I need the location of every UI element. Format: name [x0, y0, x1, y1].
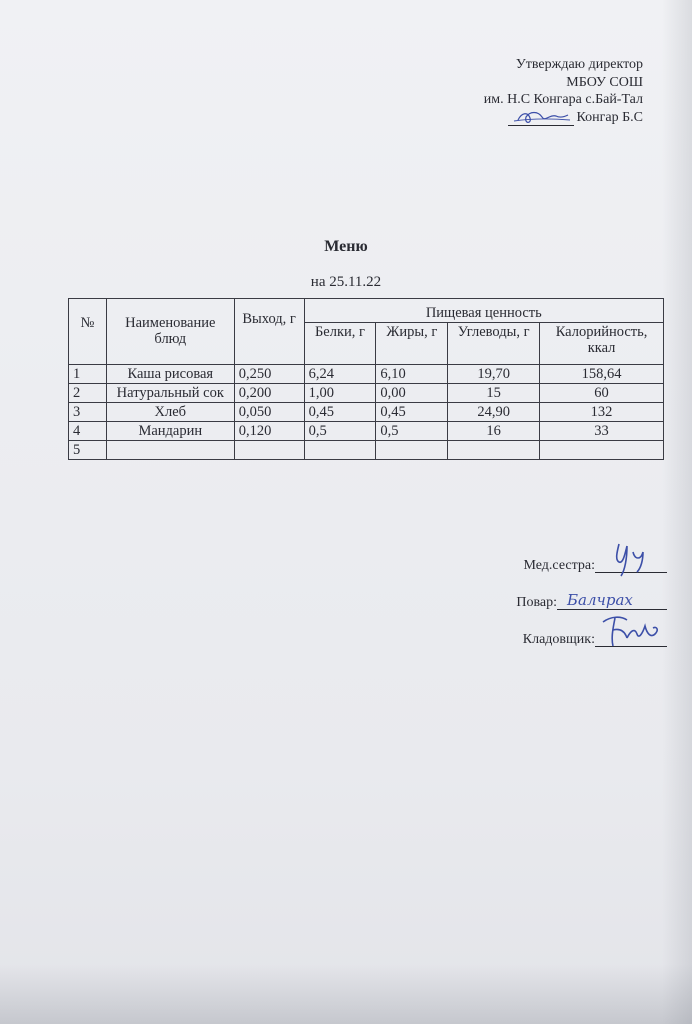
cell-fats: 6,10 — [376, 365, 448, 384]
cell-name: Натуральный сок — [106, 384, 234, 403]
table-row — [69, 384, 664, 403]
cell-calories: 33 — [540, 422, 664, 441]
storekeeper-signature-row — [516, 631, 667, 668]
cell-proteins: 0,45 — [304, 403, 376, 422]
approval-line-1: Утверждаю директор — [515, 57, 643, 72]
menu-date: на 25.11.22 — [310, 274, 382, 290]
menu-table — [68, 298, 664, 460]
header-fats: Жиры, г — [376, 323, 448, 365]
cell-carbs: 16 — [448, 422, 540, 441]
paper-shadow-bottom — [0, 964, 692, 1024]
cell-output: 0,120 — [234, 422, 304, 441]
cell-name: Мандарин — [106, 422, 234, 441]
director-signature — [508, 111, 574, 126]
cell-calories: 158,64 — [540, 365, 664, 384]
header-name: Наименование блюд — [106, 299, 234, 365]
header-output: Выход, г — [234, 299, 304, 365]
cell-num: 4 — [69, 422, 107, 441]
cell-proteins: 1,00 — [304, 384, 376, 403]
approval-line-2: МБОУ СОШ — [566, 74, 643, 90]
header-proteins: Белки, г — [304, 323, 376, 365]
cell-proteins: 6,24 — [304, 365, 376, 384]
paper-shadow-right — [662, 0, 692, 1024]
cell-name — [106, 441, 234, 460]
approval-line-4 — [484, 109, 643, 127]
storekeeper-signature — [595, 631, 667, 647]
cell-proteins: 0,5 — [304, 422, 376, 441]
header-calories: Калорийность, ккал — [540, 323, 664, 365]
cell-num: 1 — [69, 365, 107, 384]
table-row — [69, 365, 664, 384]
header-carbs: Углеводы, г — [448, 323, 540, 365]
table-row — [69, 441, 664, 460]
cell-carbs: 24,90 — [448, 403, 540, 422]
cell-fats: 0,45 — [376, 403, 448, 422]
cell-num: 5 — [69, 441, 107, 460]
cell-calories: 60 — [540, 384, 664, 403]
signatures-block — [516, 557, 667, 668]
cell-output: 0,200 — [234, 384, 304, 403]
approval-block — [484, 56, 643, 126]
cell-carbs: 19,70 — [448, 365, 540, 384]
approval-line-3: им. Н.С Конгара с.Бай-Тал — [483, 92, 643, 107]
cell-fats — [376, 441, 448, 460]
cell-num: 2 — [69, 384, 107, 403]
cell-num: 3 — [69, 403, 107, 422]
director-name: Конгар Б.С — [576, 109, 643, 125]
cell-output — [234, 441, 304, 460]
nurse-signature — [595, 557, 667, 573]
cell-output: 0,050 — [234, 403, 304, 422]
header-nutrition: Пищевая ценность — [304, 299, 663, 323]
cell-name: Хлеб — [106, 403, 234, 422]
cell-calories — [540, 441, 664, 460]
cell-fats: 0,00 — [376, 384, 448, 403]
page-title: Меню — [324, 238, 368, 255]
cell-proteins — [304, 441, 376, 460]
nurse-label: Мед.сестра: — [523, 558, 595, 573]
cell-calories: 132 — [540, 403, 664, 422]
table-row — [69, 403, 664, 422]
storekeeper-label: Кладовщик: — [522, 632, 595, 647]
cell-name: Каша рисовая — [106, 365, 234, 384]
header-num: № — [69, 299, 107, 365]
svg-text:Балчрах: Балчрах — [567, 591, 633, 609]
table-row — [69, 422, 664, 441]
cell-carbs: 15 — [448, 384, 540, 403]
cell-fats: 0,5 — [376, 422, 448, 441]
cell-carbs — [448, 441, 540, 460]
cell-output: 0,250 — [234, 365, 304, 384]
cook-label: Повар: — [516, 595, 557, 610]
